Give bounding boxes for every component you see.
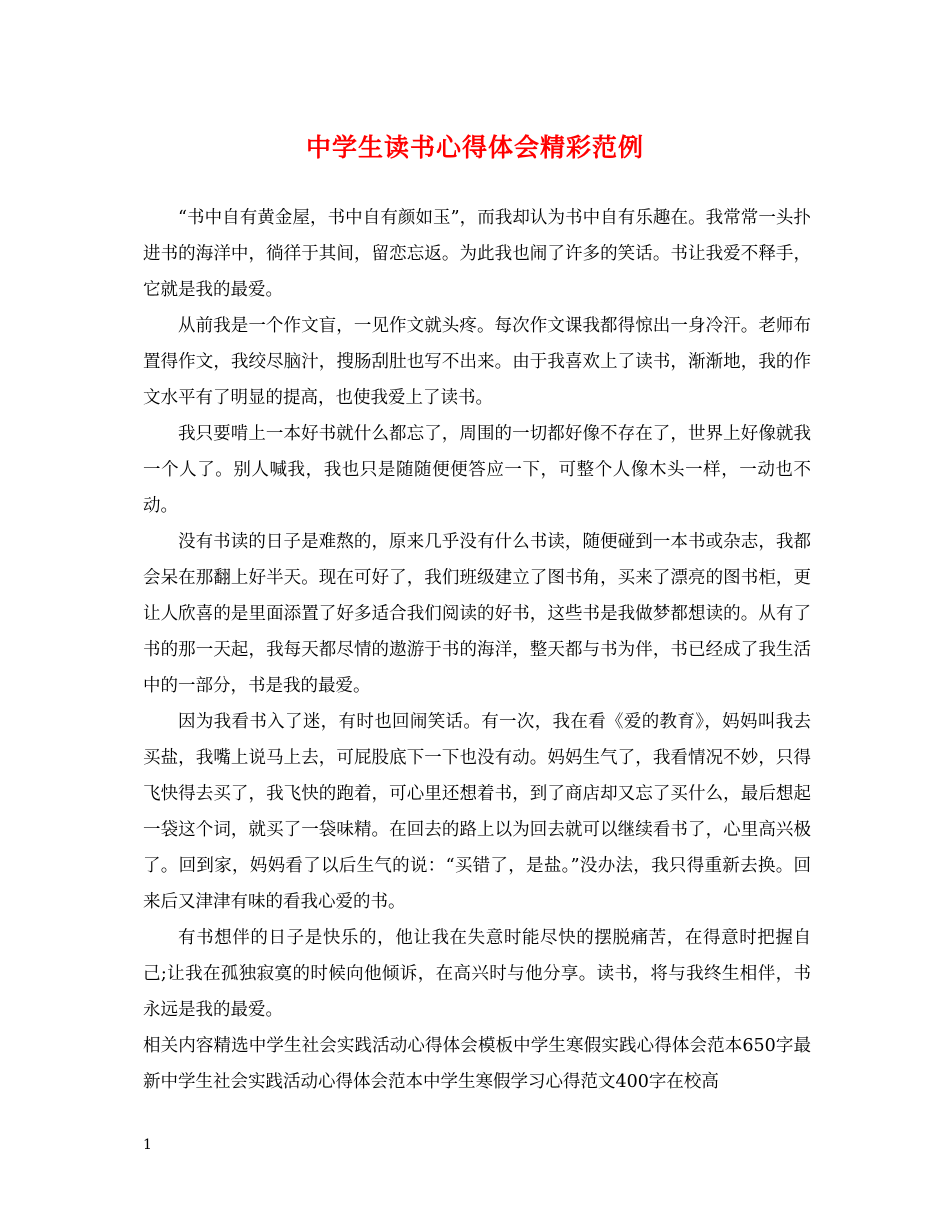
paragraph: 我只要啃上一本好书就什么都忘了，周围的一切都好像不存在了，世界上好像就我一个人了。别人喊我，我也只是随随便便答应一下，可整个人像木头一样，一动也不动。 [143,424,811,516]
page-number: 1 [143,1137,152,1153]
paragraph: 没有书读的日子是难熬的，原来几乎没有什么书读，随便碰到一本书或杂志，我都会呆在那翻上好半天。现在可好了，我们班级建立了图书角，买来了漂亮的图书柜，更让人欣喜的是里面添置了好多适合我们阅读的好书，这些书是我做梦都想读的。从有了书的那一天起，我每天都尽情的遨游于书的海洋，整天都与书为伴，书已经成了我生活中的一部分，书是我的最爱。 [143,532,811,696]
paragraph: 有书想伴的日子是快乐的，他让我在失意时能尽快的摆脱痛苦，在得意时把握自己;让我在孤独寂寞的时候向他倾诉，在高兴时与他分享。读书，将与我终生相伴，书永远是我的最爱。 [143,928,811,1020]
related-content: 相关内容精选中学生社会实践活动心得体会模板中学生寒假实践心得体会范本650字最新中学生社会实践活动心得体会范本中学生寒假学习心得范文400字在校高 [143,1036,811,1092]
paragraph: 因为我看书入了迷，有时也回闹笑话。有一次，我在看《爱的教育》，妈妈叫我去买盐，我嘴上说马上去，可屁股底下一下也没有动。妈妈生气了，我看情况不妙，只得飞快得去买了，我飞快的跑着，可心里还想着书，到了商店却又忘了买什么，最后想起一袋这个词，就买了一袋味精。在回去的路上以为回去就可以继续看书了，心里高兴极了。回到家，妈妈看了以后生气的说：“买错了，是盐。”没办法，我只得重新去换。回来后又津津有味的看我心爱的书。 [143,712,811,912]
document-title: 中学生读书心得体会精彩范例 [305,133,644,162]
document-body [143,200,811,1100]
paragraph: “书中自有黄金屋，书中自有颜如玉”，而我却认为书中自有乐趣在。我常常一头扑进书的海洋中，徜徉于其间，留恋忘返。为此我也闹了许多的笑话。书让我爱不释手，它就是我的最爱。 [143,208,811,300]
paragraph: 从前我是一个作文盲，一见作文就头疼。每次作文课我都得惊出一身冷汗。老师布置得作文，我绞尽脑汁，搜肠刮肚也写不出来。由于我喜欢上了读书，渐渐地，我的作文水平有了明显的提高，也使我爱上了读书。 [143,316,811,408]
